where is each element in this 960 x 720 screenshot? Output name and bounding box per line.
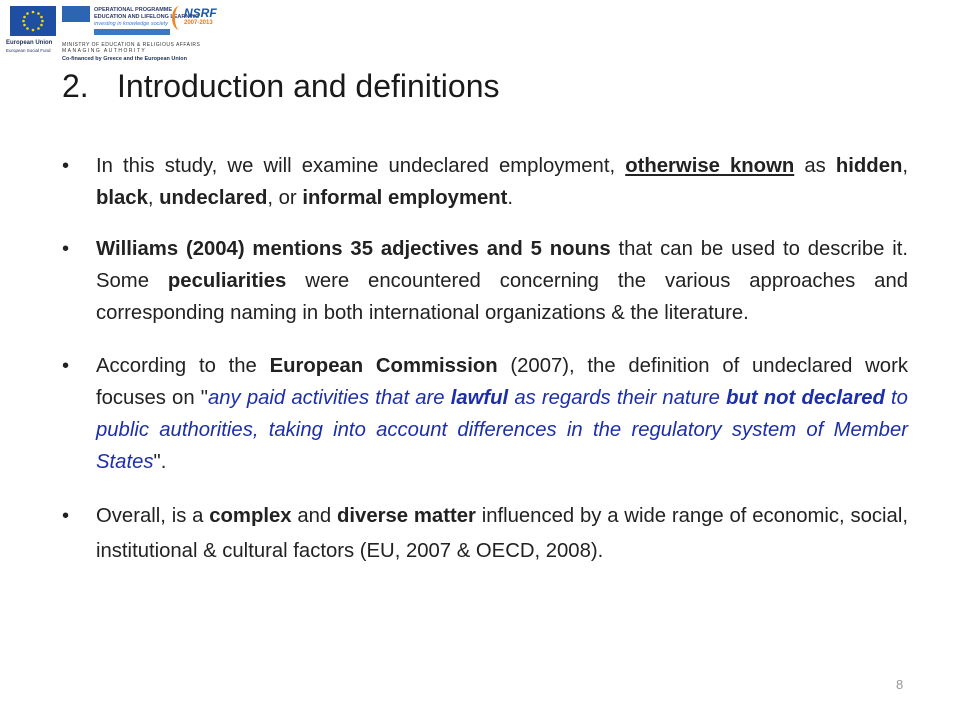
bullet-williams: • Williams (2004) mentions 35 adjectives and 5 nouns that can be used to describe it. Some peculiarities were encountered concerning the various approaches and corresponding naming in both international organizations & the literature. <box>62 233 908 329</box>
bullet-undeclared-employment: • In this study, we will examine undeclared employment, otherwise known as hidden, black, undeclared, or informal employment. <box>62 150 908 214</box>
eu-stars-icon <box>10 6 56 36</box>
operational-programme-logo: OPERATIONAL PROGRAMME EDUCATION AND LIFELONG LEARNING investing in knowledge society <box>62 6 170 40</box>
slide-title <box>62 68 499 105</box>
op-banner <box>94 29 170 35</box>
bullet-overall: • Overall, is a complex and diverse matter influenced by a wide range of economic, social, institutional & cultural factors (EU, 2007 & OECD, 2008). <box>62 499 908 569</box>
eu-caption: European Union European Social Fund <box>6 40 53 53</box>
header-logos: European Union European Social Fund OPERATIONAL PROGRAMME EDUCATION AND LIFELONG LEARNING investing in knowledge society MINISTRY OF EDUCATION & RELIGIOUS AFFAIRS MANAGING AUTHORITY Co-financed by Greece and the European Union NSRF 2007-2013 <box>0 0 230 78</box>
bullet-european-commission: • According to the European Commission (2007), the definition of undeclared work focuses on "any paid activities that are lawful as regards their nature but not declared to public authorities, taking into account differences in the regulatory system of Member States". <box>62 350 908 478</box>
title-number: 2. <box>62 68 89 104</box>
cofinanced-caption: Co-financed by Greece and the European Union <box>62 56 187 62</box>
bullet-list <box>62 150 908 569</box>
eu-flag-logo <box>10 6 56 36</box>
title-text: Introduction and definitions <box>117 68 500 104</box>
page-number: 8 <box>896 677 904 692</box>
op-emblem-icon <box>62 6 90 22</box>
nsrf-logo: NSRF 2007-2013 <box>172 4 224 40</box>
